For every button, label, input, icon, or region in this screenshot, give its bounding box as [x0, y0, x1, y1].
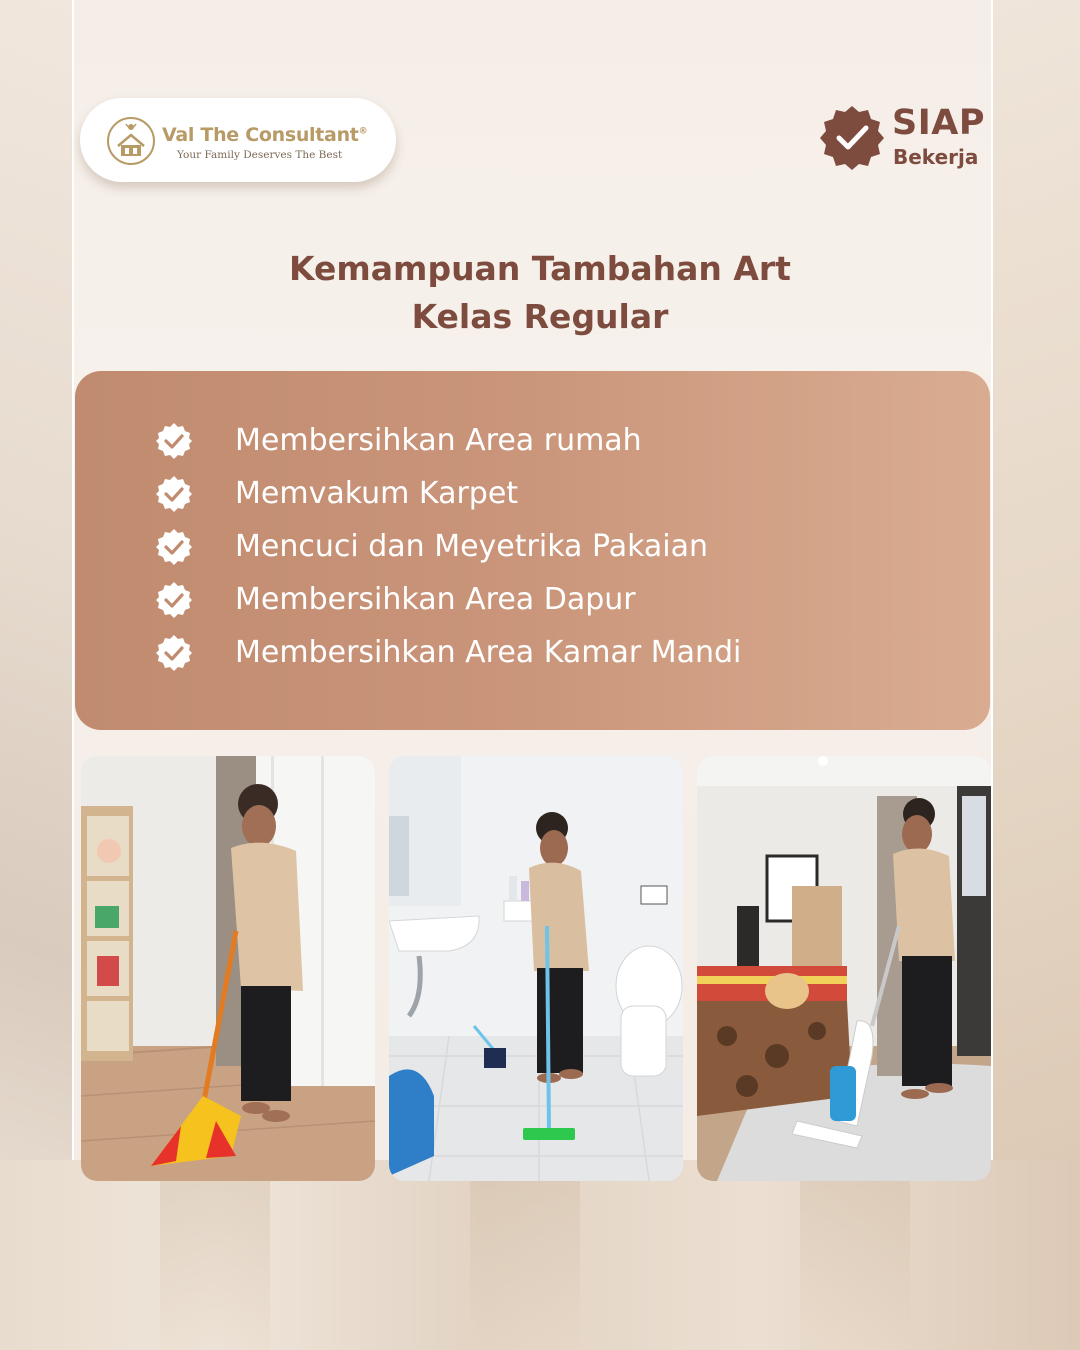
- siap-bekerja-badge: [818, 103, 993, 173]
- skill-label: Membersihkan Area Kamar Mandi: [235, 635, 742, 670]
- skill-label: Membersihkan Area Dapur: [235, 582, 636, 617]
- check-badge-icon: [155, 528, 193, 566]
- check-badge-icon: [155, 581, 193, 619]
- brand-name: Val The Consultant®: [162, 124, 368, 146]
- background-left: [0, 0, 75, 1350]
- background-right: [990, 0, 1080, 1350]
- skill-label: Membersihkan Area rumah: [235, 423, 642, 458]
- family-house-logo-icon: [106, 116, 156, 166]
- cleaning-bathroom-photo: [389, 756, 683, 1181]
- skills-card: [75, 371, 990, 730]
- badge-title: SIAP: [892, 103, 985, 143]
- skill-label: Memvakum Karpet: [235, 476, 519, 511]
- brand-logo[interactable]: [80, 98, 396, 182]
- background-column: [800, 1170, 910, 1350]
- seal-check-icon: [818, 103, 886, 171]
- check-badge-icon: [155, 422, 193, 460]
- sweeping-room-photo: [81, 756, 375, 1181]
- skill-label: Mencuci dan Meyetrika Pakaian: [235, 529, 709, 564]
- background-column: [160, 1170, 270, 1350]
- background-column: [470, 1170, 580, 1350]
- vacuuming-bedroom-photo: [697, 756, 991, 1181]
- badge-subtitle: Bekerja: [893, 145, 979, 169]
- check-badge-icon: [155, 634, 193, 672]
- check-badge-icon: [155, 475, 193, 513]
- page-title-line-1: Kemampuan Tambahan Art: [289, 249, 791, 288]
- page-title-line-2: Kelas Regular: [411, 297, 669, 336]
- page-title: [140, 245, 940, 341]
- brand-tagline: Your Family Deserves The Best: [177, 149, 343, 161]
